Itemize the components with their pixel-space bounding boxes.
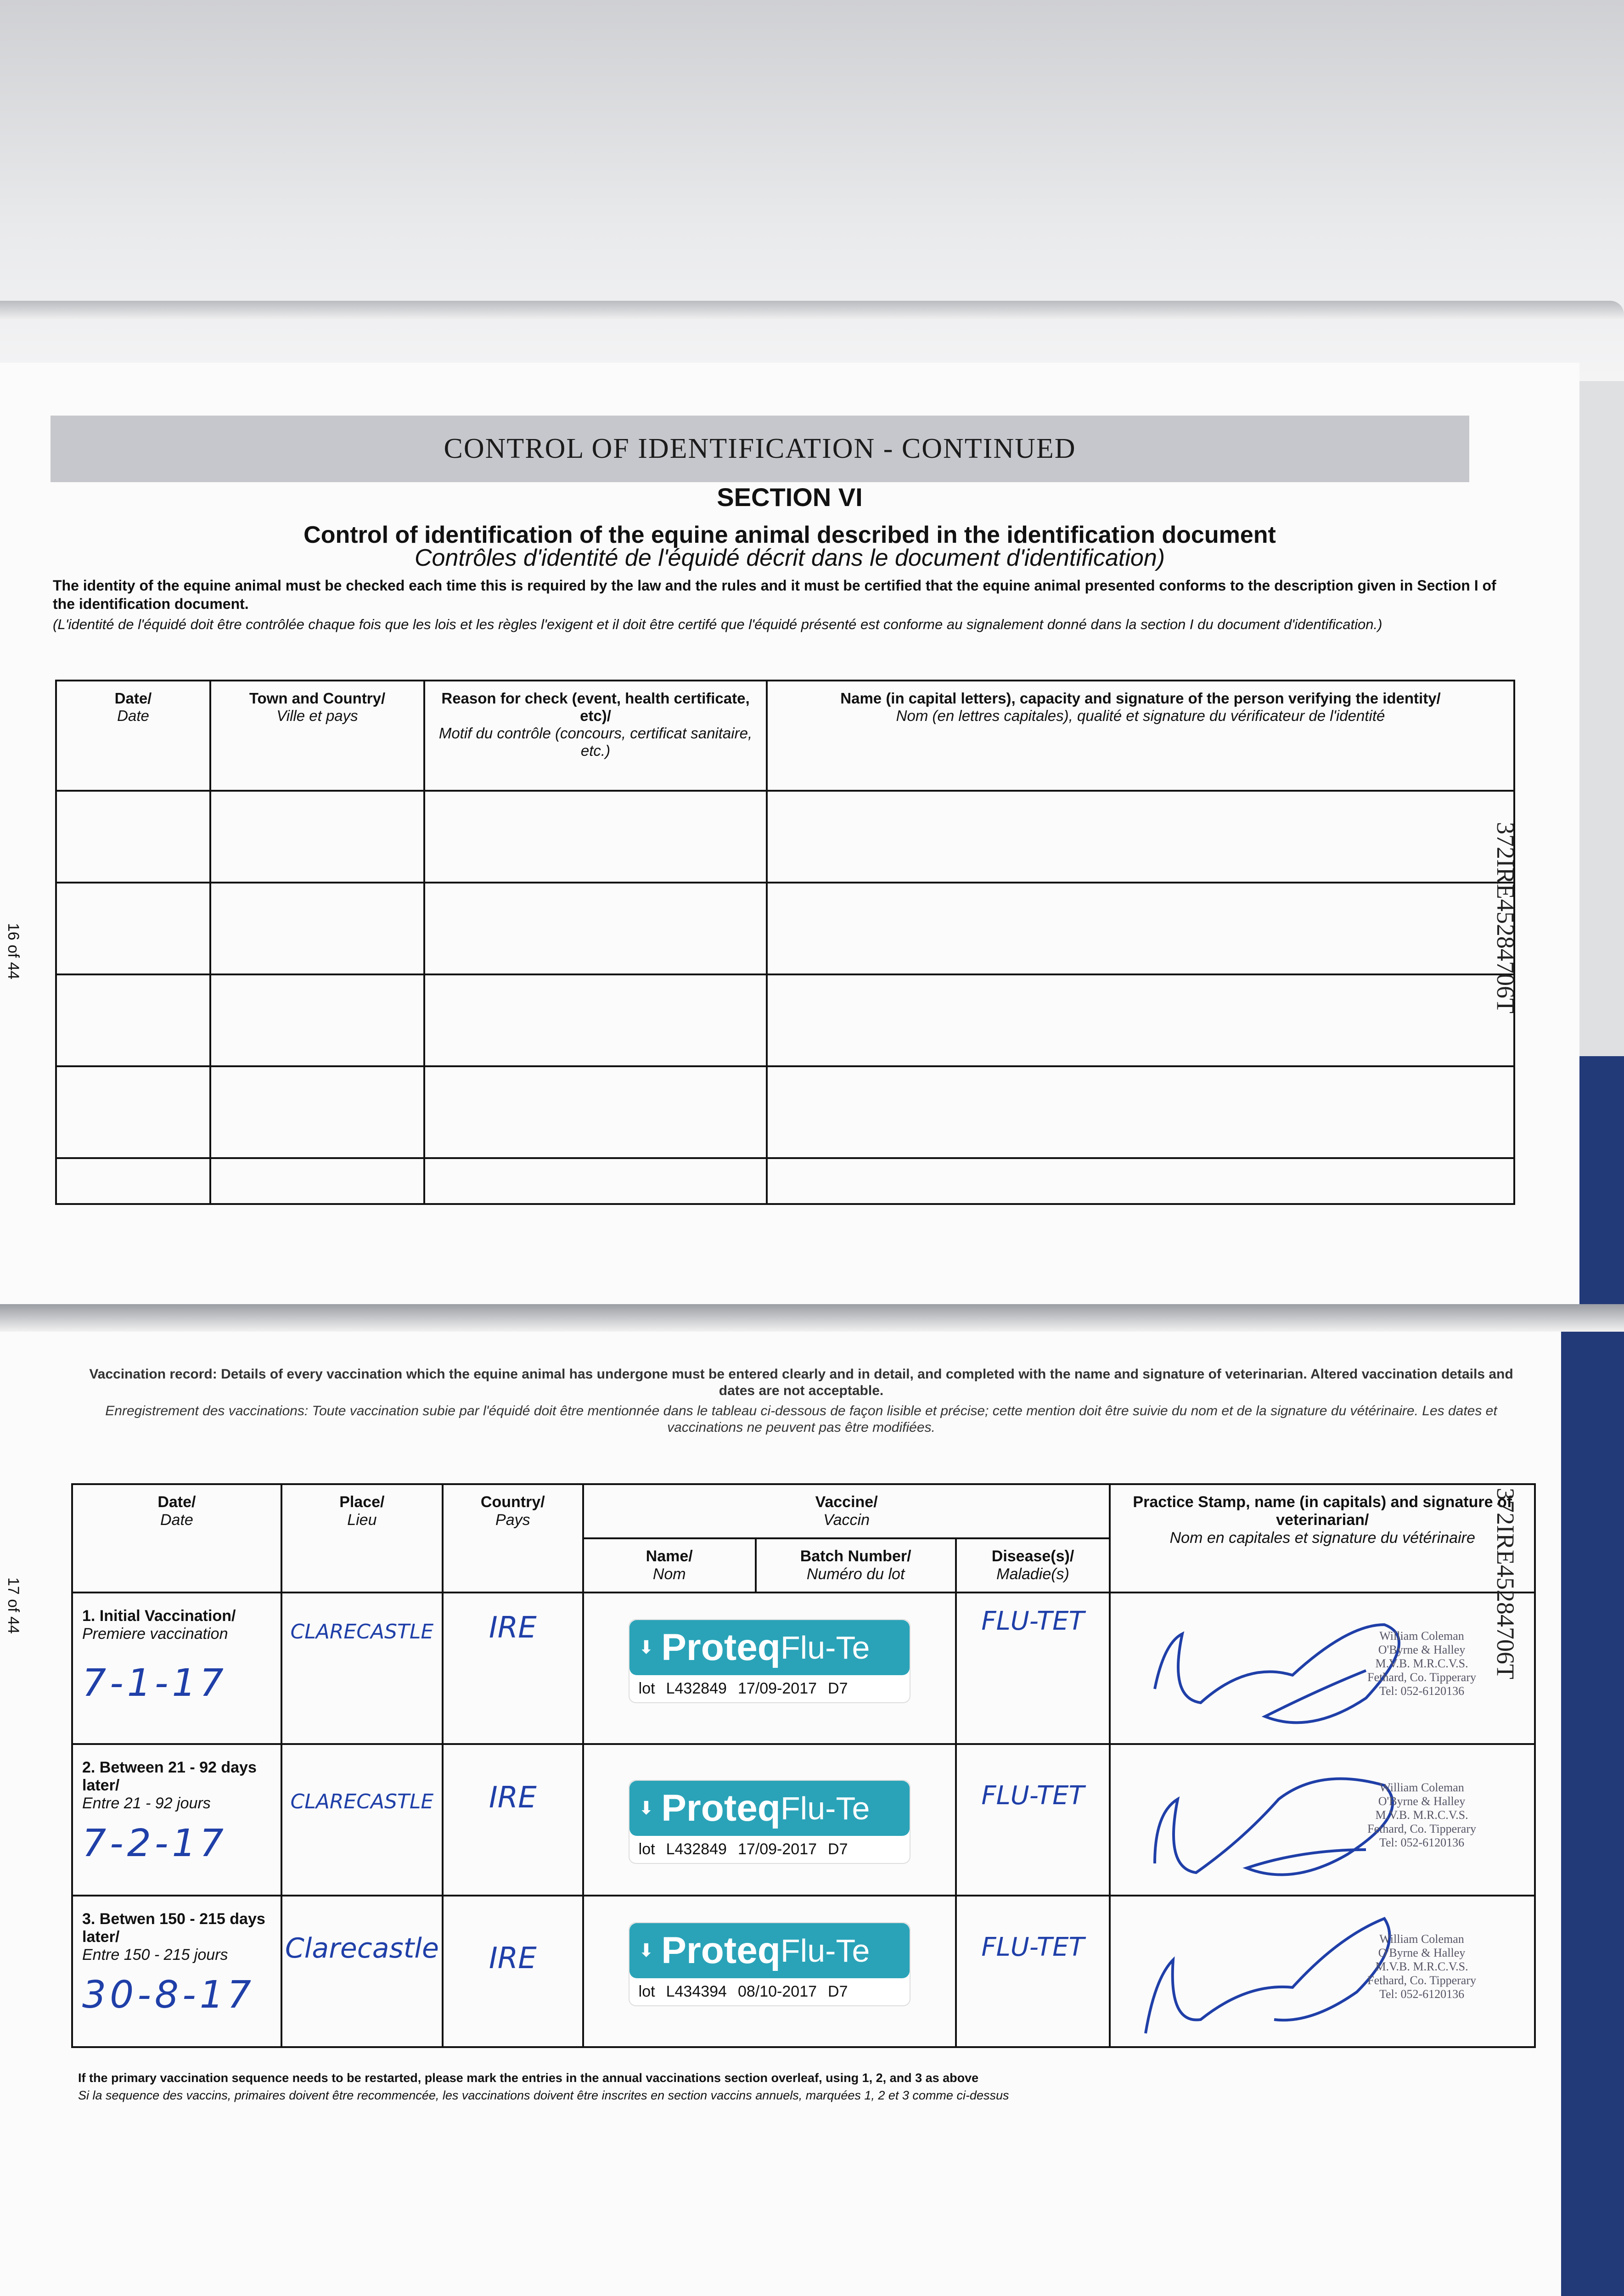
vaccination-intro-english: Vaccination record: Details of every vaccination which the equine animal has undergone must be entered clearly and in detail, and completed with the name and signature of veterinarian. Altered vaccination details and dates are not acceptable. <box>89 1367 1513 1398</box>
table-row <box>56 883 1514 974</box>
cell[interactable] <box>56 974 210 1066</box>
lot-prefix: lot <box>638 1680 655 1697</box>
handwritten-date: 30-8-17 <box>82 1973 255 2017</box>
hdr-place <box>281 1484 443 1593</box>
hdr-stamp-en: Practice Stamp, name (in capitals) and signature of veterinarian/ <box>1133 1493 1512 1529</box>
sticker-batch <box>629 1978 910 2005</box>
hdr-name <box>583 1538 756 1593</box>
row-label <box>72 1896 281 2047</box>
cell[interactable] <box>56 791 210 883</box>
passport-id-lower: 372IRE45284706T <box>1492 1488 1519 1679</box>
stamp-line: O'Byrne & Halley <box>1378 1795 1466 1808</box>
page-fold <box>0 1304 1624 1332</box>
scanner-background <box>0 0 1624 381</box>
batch-suffix: D7 <box>828 1983 848 2000</box>
stamp-line: Fethard, Co. Tipperary <box>1367 1974 1476 1987</box>
stamp-line: O'Byrne & Halley <box>1378 1946 1466 1959</box>
stamp-line: Tel: 052-6120136 <box>1379 1836 1465 1849</box>
handwritten-place: Clarecastle <box>285 1932 439 1964</box>
cell[interactable] <box>424 1066 767 1158</box>
stamp-line: Tel: 052-6120136 <box>1379 1987 1465 2001</box>
vaccination-table <box>71 1483 1536 2048</box>
page-number-16: 16 of 44 <box>5 923 22 979</box>
lot-prefix: lot <box>638 1983 655 2000</box>
place-cell <box>281 1593 443 1744</box>
subtitle-french: Contrôles d'identité de l'équidé décrit dans le document d'identification) <box>414 545 1165 571</box>
arrow-icon: ⬇ <box>638 1638 654 1658</box>
hdr-name-en: Name/ <box>646 1548 693 1565</box>
col-verifier-fr: Nom (en lettres capitales), qualité et signature du vérificateur de l'identité <box>896 707 1385 724</box>
vet-stamp <box>1113 1602 1531 1735</box>
handwritten-place: CLARECASTLE <box>290 1790 434 1813</box>
handwritten-place: CLARECASTLE <box>290 1620 434 1643</box>
row-label-en: 1. Initial Vaccination/ <box>82 1607 236 1625</box>
cell[interactable] <box>56 883 210 974</box>
stamp-line: William Coleman <box>1379 1781 1464 1794</box>
cell[interactable] <box>56 1066 210 1158</box>
vaccine-label-cell <box>583 1896 956 2047</box>
row-label-fr: Entre 150 - 215 jours <box>82 1946 228 1964</box>
cell[interactable] <box>210 1158 424 1204</box>
expiry-date: 08/10-2017 <box>737 1983 817 2000</box>
col-date-en: Date/ <box>114 690 152 707</box>
sticker-batch <box>629 1675 910 1702</box>
footer-note-french: Si la sequence des vaccins, primaires doivent être recommencée, les vaccinations doivent être inscrites en section vaccins annuels, marquées 1, 2 et 3 comme ci-dessus <box>78 2088 1009 2102</box>
section-title: SECTION VI <box>717 483 863 512</box>
col-verifier-en: Name (in capital letters), capacity and signature of the person verifying the identity/ <box>840 690 1441 707</box>
country-cell <box>443 1744 583 1896</box>
row-label-en: 3. Betwen 150 - 215 days later/ <box>82 1910 265 1946</box>
handwritten-date: 7-2-17 <box>82 1822 227 1865</box>
disease-cell <box>956 1744 1110 1896</box>
hdr-vaccine <box>583 1484 1110 1538</box>
hdr-country <box>443 1484 583 1593</box>
identity-check-header <box>56 681 1514 791</box>
row-label-en: 2. Between 21 - 92 days later/ <box>82 1759 257 1794</box>
brand-name: Proteq <box>661 1930 781 1971</box>
disease-cell <box>956 1896 1110 2047</box>
col-reason-en: Reason for check (event, health certificate, etc)/ <box>441 690 750 724</box>
table-row <box>56 1158 1514 1204</box>
brand-name: Proteq <box>661 1626 781 1668</box>
hdr-batch-en: Batch Number/ <box>800 1548 911 1565</box>
vet-stamp <box>1113 1905 1531 2038</box>
handwritten-country: IRE <box>489 1611 537 1645</box>
hdr-disease-en: Disease(s)/ <box>991 1548 1074 1565</box>
hdr-disease <box>956 1538 1110 1593</box>
batch-number: L434394 <box>666 1983 727 2000</box>
batch-number: L432849 <box>666 1840 727 1858</box>
stamp-text <box>1367 1932 1476 2001</box>
expiry-date: 17/09-2017 <box>737 1680 817 1697</box>
cell[interactable] <box>210 1066 424 1158</box>
vaccine-sticker <box>629 1923 910 2005</box>
vaccination-intro-french: Enregistrement des vaccinations: Toute vaccination subie par l'équidé doit être mentionnée dans le tableau ci-dessous de façon lisible et précise; cette mention doit être suivie du nom et de la signature du vétérinaire. Les dates et vaccinations ne peuvent pas être modifiées. <box>105 1403 1497 1435</box>
passport-sleeve <box>0 301 1624 319</box>
col-town-en: Town and Country/ <box>249 690 386 707</box>
hdr-date-en: Date/ <box>157 1493 196 1511</box>
handwritten-country: IRE <box>489 1941 537 1975</box>
stamp-line: William Coleman <box>1379 1932 1464 1946</box>
cell[interactable] <box>424 1158 767 1204</box>
handwritten-disease: FLU-TET <box>981 1781 1085 1811</box>
brand-sub: Flu-Te <box>780 1630 870 1666</box>
col-reason <box>424 681 767 791</box>
handwritten-disease: FLU-TET <box>981 1932 1085 1962</box>
sticker-batch <box>629 1836 910 1863</box>
page-number-17: 17 of 44 <box>5 1577 22 1634</box>
handwritten-country: IRE <box>489 1781 537 1815</box>
hdr-stamp-fr: Nom en capitales et signature du vétérinaire <box>1169 1529 1475 1547</box>
brand-sub: Flu-Te <box>780 1933 870 1969</box>
cell[interactable] <box>767 974 1514 1066</box>
expiry-date: 17/09-2017 <box>737 1840 817 1858</box>
table-row <box>56 974 1514 1066</box>
place-cell <box>281 1896 443 2047</box>
stamp-text <box>1367 1629 1476 1698</box>
sticker-brand <box>629 1923 910 1978</box>
stamp-line: Fethard, Co. Tipperary <box>1367 1822 1476 1835</box>
cell[interactable] <box>767 1158 1514 1204</box>
stamp-line: M.V.B. M.R.C.V.S. <box>1375 1960 1468 1973</box>
col-town <box>210 681 424 791</box>
cell[interactable] <box>424 883 767 974</box>
passport-id-upper: 372IRE45284706T <box>1492 822 1519 1013</box>
stamp-cell <box>1110 1744 1535 1896</box>
batch-suffix: D7 <box>828 1680 848 1697</box>
cell[interactable] <box>56 1158 210 1204</box>
row-label-fr: Premiere vaccination <box>82 1625 228 1643</box>
sticker-brand <box>629 1781 910 1836</box>
hdr-batch-fr: Numéro du lot <box>806 1565 905 1583</box>
stamp-cell <box>1110 1593 1535 1744</box>
country-cell <box>443 1896 583 2047</box>
col-reason-fr: Motif du contrôle (concours, certificat sanitaire, etc.) <box>438 725 753 759</box>
col-verifier <box>767 681 1514 791</box>
stamp-cell <box>1110 1896 1535 2047</box>
row-label <box>72 1593 281 1744</box>
brand-sub: Flu-Te <box>780 1790 870 1826</box>
intro-english: The identity of the equine animal must be checked each time this is required by the law and the rules and it must be certified that the equine animal presented conforms to the description given in Section I of the identification document. <box>53 577 1496 612</box>
hdr-place-en: Place/ <box>339 1493 385 1511</box>
stamp-line: M.V.B. M.R.C.V.S. <box>1375 1808 1468 1822</box>
cell[interactable] <box>424 791 767 883</box>
cell[interactable] <box>767 1066 1514 1158</box>
handwritten-date: 7-1-17 <box>82 1661 227 1705</box>
stamp-line: Tel: 052-6120136 <box>1379 1684 1465 1698</box>
lot-prefix: lot <box>638 1840 655 1858</box>
vaccine-label-cell <box>583 1744 956 1896</box>
identity-check-table <box>55 680 1515 1205</box>
vaccination-header-top <box>72 1484 1535 1538</box>
hdr-vaccine-en: Vaccine/ <box>815 1493 878 1511</box>
vaccine-sticker <box>629 1781 910 1863</box>
cell[interactable] <box>767 883 1514 974</box>
banner-title: CONTROL OF IDENTIFICATION - CONTINUED <box>444 433 1076 464</box>
hdr-vaccine-fr: Vaccin <box>823 1511 870 1529</box>
cell[interactable] <box>767 791 1514 883</box>
stamp-line: Fethard, Co. Tipperary <box>1367 1671 1476 1684</box>
cell[interactable] <box>210 791 424 883</box>
cell[interactable] <box>210 974 424 1066</box>
col-date-fr: Date <box>117 707 149 724</box>
intro-french: (L'identité de l'équidé doit être contrôlée chaque fois que les lois et les règles l'exigent et il doit être certifé que l'équidé présenté est conforme au signalement donné dans la section I du document d'identification.) <box>53 616 1382 632</box>
vaccination-row <box>72 1896 1535 2047</box>
hdr-stamp <box>1110 1484 1535 1593</box>
stamp-line: William Coleman <box>1379 1629 1464 1643</box>
vaccine-sticker <box>629 1620 910 1702</box>
stamp-line: M.V.B. M.R.C.V.S. <box>1375 1657 1468 1670</box>
handwritten-disease: FLU-TET <box>981 1606 1085 1636</box>
hdr-disease-fr: Maladie(s) <box>996 1565 1069 1583</box>
hdr-batch <box>756 1538 956 1593</box>
vaccination-row <box>72 1744 1535 1896</box>
brand-name: Proteq <box>661 1787 781 1829</box>
table-row <box>56 791 1514 883</box>
vet-stamp <box>1113 1753 1531 1886</box>
hdr-country-fr: Pays <box>495 1511 530 1529</box>
cell[interactable] <box>210 883 424 974</box>
batch-number: L432849 <box>666 1680 727 1697</box>
hdr-date <box>72 1484 281 1593</box>
arrow-icon: ⬇ <box>638 1798 654 1818</box>
hdr-name-fr: Nom <box>652 1565 686 1583</box>
cell[interactable] <box>424 974 767 1066</box>
col-town-fr: Ville et pays <box>276 707 358 724</box>
footer-note-english: If the primary vaccination sequence needs to be restarted, please mark the entries in the annual vaccinations section overleaf, using 1, 2, and 3 as above <box>78 2071 979 2085</box>
hdr-place-fr: Lieu <box>347 1511 377 1529</box>
sticker-brand <box>629 1620 910 1675</box>
country-cell <box>443 1593 583 1744</box>
col-date <box>56 681 210 791</box>
row-label-fr: Entre 21 - 92 jours <box>82 1795 211 1812</box>
vaccine-label-cell <box>583 1593 956 1744</box>
batch-suffix: D7 <box>828 1840 848 1858</box>
hdr-date-fr: Date <box>160 1511 193 1529</box>
table-row <box>56 1066 1514 1158</box>
disease-cell <box>956 1593 1110 1744</box>
page-banner <box>51 416 1469 482</box>
place-cell <box>281 1744 443 1896</box>
stamp-text <box>1367 1781 1476 1850</box>
vaccination-row <box>72 1593 1535 1744</box>
stamp-line: O'Byrne & Halley <box>1378 1643 1466 1656</box>
arrow-icon: ⬇ <box>638 1941 654 1961</box>
hdr-country-en: Country/ <box>480 1493 545 1511</box>
subtitle-english: Control of identification of the equine animal described in the identification document <box>303 522 1276 548</box>
row-label <box>72 1744 281 1896</box>
